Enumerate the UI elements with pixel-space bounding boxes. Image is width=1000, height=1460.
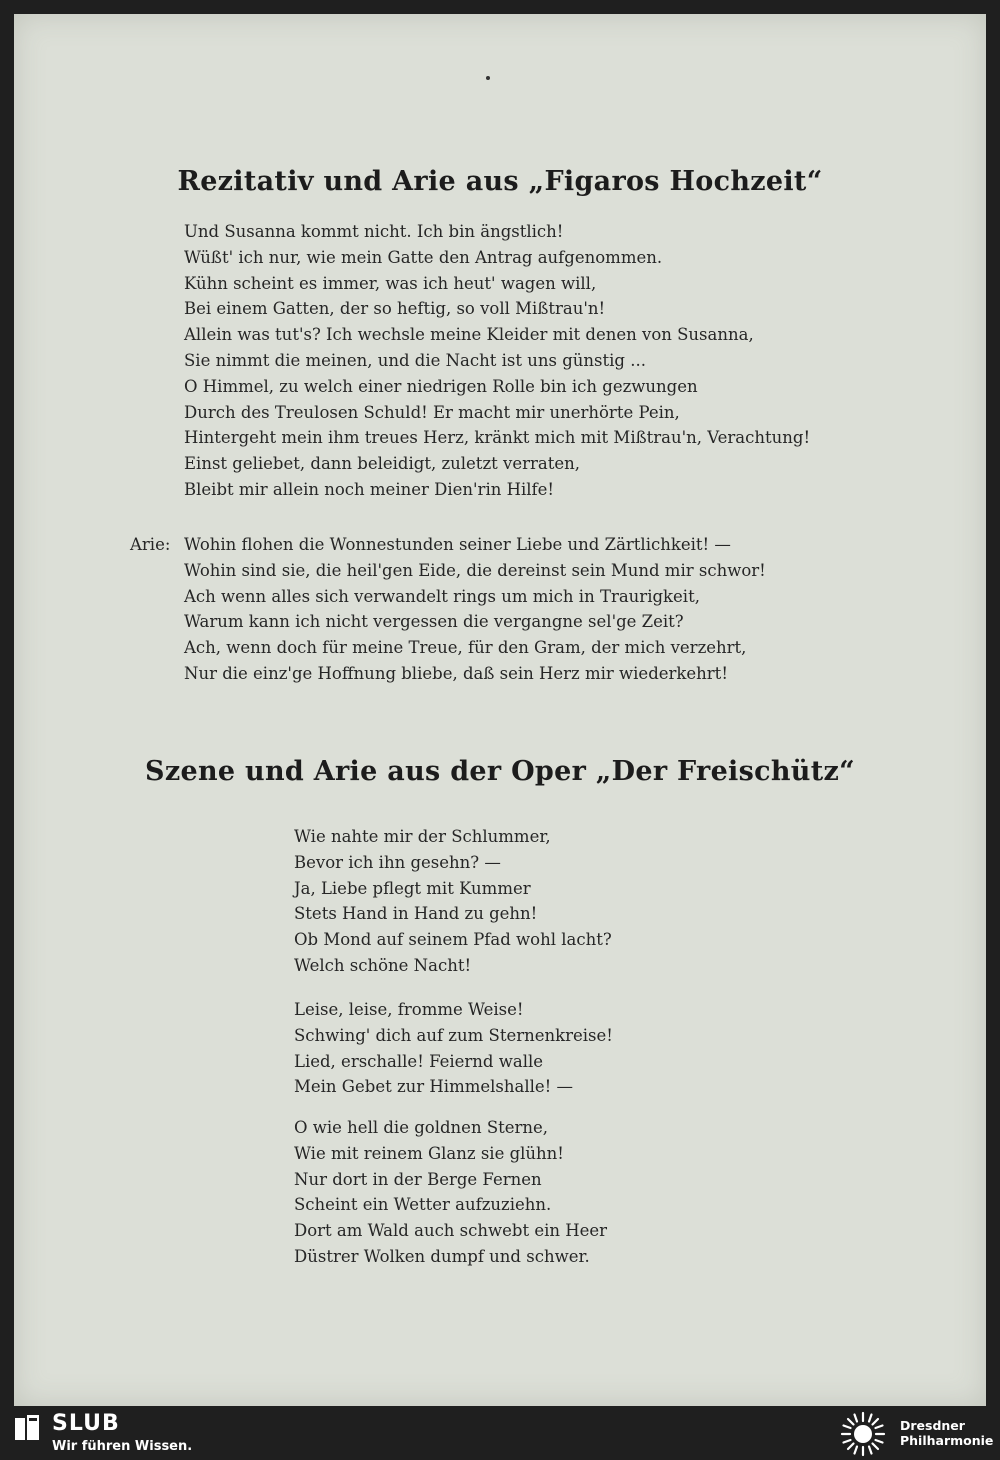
philharmonie-line1: Dresdner xyxy=(900,1418,965,1433)
text-line: Ja, Liebe pflegt mit Kummer xyxy=(294,878,531,898)
text-line: Sie nimmt die meinen, und die Nacht ist uns günstig ... xyxy=(184,350,646,370)
text-line: Einst geliebet, dann beleidigt, zuletzt verraten, xyxy=(184,454,580,474)
text-line: Scheint ein Wetter aufzuziehn. xyxy=(294,1195,552,1215)
text-line: Stets Hand in Hand zu gehn! xyxy=(294,904,538,924)
philharmonie-line2: Philharmonie xyxy=(900,1433,994,1448)
text-line: Wie mit reinem Glanz sie glühn! xyxy=(294,1143,564,1163)
text-line: Düstrer Wolken dumpf und schwer. xyxy=(294,1246,590,1266)
stanza-3 xyxy=(294,1115,607,1270)
text-line: Ob Mond auf seinem Pfad wohl lacht? xyxy=(294,930,612,950)
aria-label: Arie: xyxy=(130,535,171,554)
text-line: O wie hell die goldnen Sterne, xyxy=(294,1118,549,1137)
text-line: Mein Gebet zur Himmelshalle! — xyxy=(294,1077,574,1097)
text-line: Und Susanna kommt nicht. Ich bin ängstlich! xyxy=(184,222,564,241)
slub-name: SLUB xyxy=(52,1411,120,1436)
text-line: Schwing' dich auf zum Sternenkreise! xyxy=(294,1025,613,1045)
slub-book-icon xyxy=(14,1414,40,1442)
text-line: Leise, leise, fromme Weise! xyxy=(294,1000,524,1019)
ink-dot xyxy=(486,76,490,80)
text-line: Dort am Wald auch schwebt ein Heer xyxy=(294,1221,608,1241)
text-line: Nur dort in der Berge Fernen xyxy=(294,1169,542,1189)
text-line: Wohin sind sie, die heil'gen Eide, die dereinst sein Mund mir schwor! xyxy=(184,560,766,580)
slub-tagline: Wir führen Wissen. xyxy=(52,1439,193,1454)
recitative-text xyxy=(184,219,810,503)
text-line: Wie nahte mir der Schlummer, xyxy=(294,827,551,846)
text-line: Allein was tut's? Ich wechsle meine Kleider mit denen von Susanna, xyxy=(184,325,754,345)
text-line: Durch des Treulosen Schuld! Er macht mir unerhörte Pein, xyxy=(184,402,680,422)
section1-title: Rezitativ und Arie aus „Figaros Hochzeit“ xyxy=(177,166,823,197)
text-line: Bevor ich ihn gesehn? — xyxy=(294,852,501,872)
text-line: Bei einem Gatten, der so heftig, so voll Mißtrau'n! xyxy=(184,299,606,319)
text-line: Wüßt' ich nur, wie mein Gatte den Antrag aufgenommen. xyxy=(184,247,663,267)
text-line: Welch schöne Nacht! xyxy=(294,955,472,975)
text-line: Ach, wenn doch für meine Treue, für den Gram, der mich verzehrt, xyxy=(184,638,747,658)
philharmonie-name xyxy=(900,1418,993,1448)
document-page xyxy=(14,14,986,1406)
philharmonie-sunburst-icon xyxy=(840,1411,886,1457)
text-line: Nur die einz'ge Hoffnung bliebe, daß sein Herz mir wiederkehrt! xyxy=(184,663,728,683)
text-line: Wohin flohen die Wonnestunden seiner Liebe und Zärtlichkeit! — xyxy=(184,535,731,554)
section2-title: Szene und Arie aus der Oper „Der Freischütz“ xyxy=(145,756,855,787)
text-line: Lied, erschalle! Feiernd walle xyxy=(294,1051,544,1071)
stanza-1 xyxy=(294,824,612,979)
text-line: Bleibt mir allein noch meiner Dien'rin Hilfe! xyxy=(184,479,555,499)
aria-text xyxy=(184,532,766,687)
text-line: Kühn scheint es immer, was ich heut' wagen will, xyxy=(184,273,597,293)
text-line: Hintergeht mein ihm treues Herz, kränkt mich mit Mißtrau'n, Verachtung! xyxy=(184,428,811,448)
text-line: Warum kann ich nicht vergessen die vergangne sel'ge Zeit? xyxy=(184,612,684,632)
text-line: Ach wenn alles sich verwandelt rings um mich in Traurigkeit, xyxy=(184,586,700,606)
text-line: O Himmel, zu welch einer niedrigen Rolle bin ich gezwungen xyxy=(184,376,698,396)
stanza-2 xyxy=(294,997,613,1100)
footer-bar xyxy=(0,1406,1000,1460)
